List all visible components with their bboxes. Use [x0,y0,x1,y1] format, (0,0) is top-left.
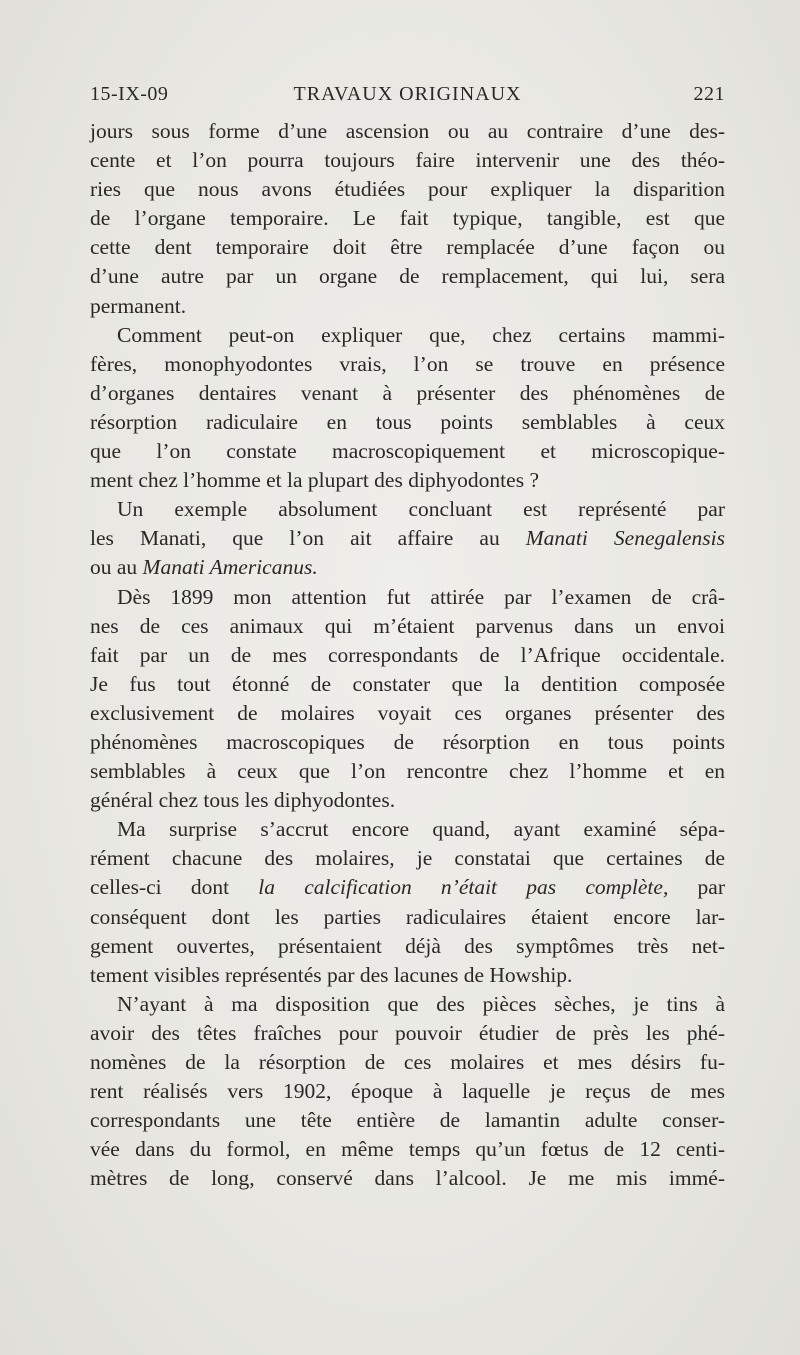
text-line [90,844,725,873]
line-text: résorption radiculaire en tous points semblables à ceux [90,409,725,434]
text-line [90,728,725,757]
text-line [90,1048,725,1077]
line-text: gement ouvertes, présentaient déjà des symptômes très net- [90,933,725,958]
text-line [90,233,725,262]
line-text: d’organes dentaires venant à présenter des phénomènes de [90,380,725,405]
line-text: nes de ces animaux qui m’étaient parvenus dans un envoi [90,613,725,638]
line-text: Dès 1899 mon attention fut attirée par l’examen de crâ- [117,584,725,609]
text-line [90,1164,725,1193]
line-text: celles-ci dont [90,875,259,900]
line-text: exclusivement de molaires voyait ces organes présenter des [90,700,725,725]
line-text: Un exemple absolument concluant est représenté par [117,497,725,522]
text-line [90,437,725,466]
line-text: correspondants une tête entière de lamantin adulte conser- [90,1108,725,1133]
line-text: ment chez l’homme et la plupart des diphyodontes ? [90,468,539,493]
text-line [90,292,725,321]
line-italic-text: Manati Americanus. [142,555,318,580]
line-text: ries que nous avons étudiées pour expliquer la disparition [90,177,725,202]
line-text: Ma surprise s’accrut encore quand, ayant examiné sépa- [117,817,725,842]
text-line [90,466,725,495]
line-text: général chez tous les diphyodontes. [90,788,396,813]
text-line [90,815,725,844]
text-line [90,873,725,902]
line-text: mètres de long, conservé dans l’alcool. Je me mis immé- [90,1166,725,1191]
text-line [90,321,725,350]
text-line [90,175,725,204]
line-text: vée dans du formol, en même temps qu’un fœtus de 12 centi- [90,1137,725,1162]
text-line [90,786,725,815]
line-text: les Manati, que l’on ait affaire au [90,526,526,551]
text-line [90,961,725,990]
line-text: d’une autre par un organe de remplacement, qui lui, sera [90,264,725,289]
line-text: fères, monophyodontes vrais, l’on se trouve en présence [90,351,725,376]
line-italic-text: Manati Senegalensis [525,526,725,551]
text-line [90,1077,725,1106]
text-line [90,932,725,961]
line-text: tement visibles représentés par des lacunes de Howship. [90,962,573,987]
line-text: Comment peut-on expliquer que, chez certains mammi- [117,322,725,347]
line-text: permanent. [90,293,187,318]
text-line [90,670,725,699]
text-line [90,612,725,641]
text-line [90,641,725,670]
text-line [90,117,725,146]
text-line [90,524,725,553]
line-italic-text: la calcification n’était pas complète, [258,875,669,900]
line-text: phénomènes macroscopiques de résorption en tous points [90,729,725,754]
line-text: nomènes de la résorption de ces molaires et mes désirs fu- [90,1050,725,1074]
text-line [90,495,725,524]
text-line [90,262,725,291]
running-head [90,83,725,109]
page-number: 221 [693,83,725,105]
text-line [90,553,725,582]
line-text: jours sous forme d’une ascension ou au contraire d’une des- [90,119,725,143]
text-line [90,204,725,233]
header-title: TRAVAUX ORIGINAUX [293,83,522,105]
line-text: que l’on constate macroscopiquement et microscopique- [90,439,725,464]
text-line [90,699,725,728]
text-line [90,903,725,932]
line-text: rément chacune des molaires, je constatai que certaines de [90,846,725,871]
line-text: rent réalisés vers 1902, époque à laquelle je reçus de mes [90,1079,725,1104]
line-text: N’ayant à ma disposition que des pièces sèches, je tins à [117,991,725,1016]
text-line [90,1135,725,1164]
text-line [90,1019,725,1048]
text-line [90,1106,725,1135]
line-text: Je fus tout étonné de constater que la dentition composée [90,671,725,696]
line-text: fait par un de mes correspondants de l’Afrique occidentale. [90,642,725,667]
line-text: de l’organe temporaire. Le fait typique, tangible, est que [90,206,725,231]
text-line [90,146,725,175]
line-text: avoir des têtes fraîches pour pouvoir étudier de près les phé- [90,1020,725,1045]
text-line [90,990,725,1019]
text-line [90,379,725,408]
line-text-after: par [668,875,725,900]
line-text: semblables à ceux que l’on rencontre chez l’homme et en [90,759,725,784]
header-date: 15-IX-09 [90,83,169,105]
line-text: ou au [90,555,143,580]
body-text [90,117,725,1193]
text-line [90,583,725,612]
line-text: cente et l’on pourra toujours faire intervenir une des théo- [90,148,725,173]
text-line [90,350,725,379]
line-text: conséquent dont les parties radiculaires étaient encore lar- [90,904,725,929]
text-line [90,757,725,786]
line-text: cette dent temporaire doit être remplacée d’une façon ou [90,235,725,260]
text-line [90,408,725,437]
